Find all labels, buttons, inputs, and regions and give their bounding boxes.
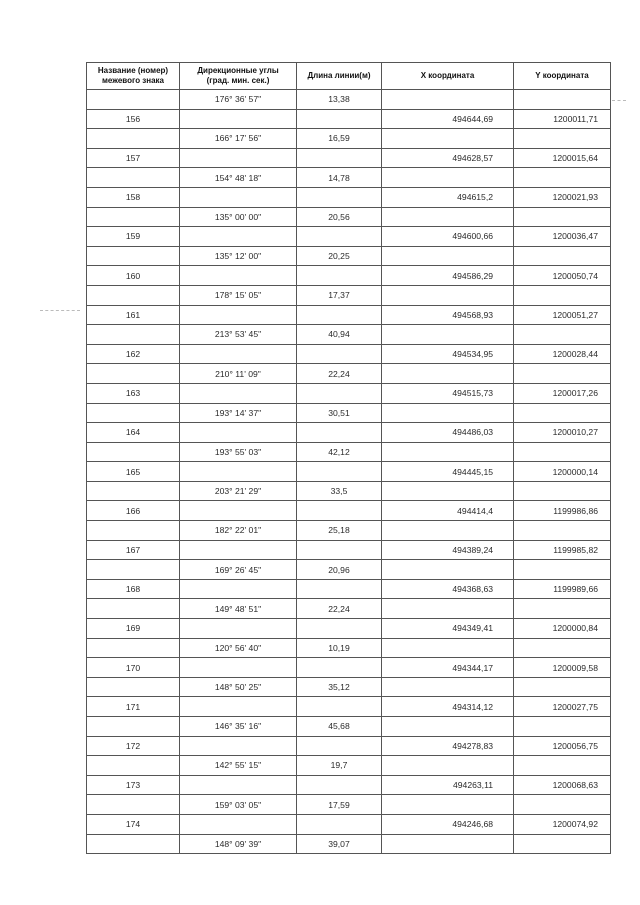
x-coordinate-cell: 494600,66 — [382, 227, 514, 247]
empty-cell — [180, 344, 297, 364]
empty-cell — [514, 168, 611, 188]
x-coordinate-cell: 494344,17 — [382, 658, 514, 678]
empty-cell — [180, 736, 297, 756]
point-row — [87, 658, 611, 678]
empty-cell — [180, 814, 297, 834]
point-row — [87, 619, 611, 639]
angle-cell: 210° 11' 09" — [180, 364, 297, 384]
empty-cell — [180, 305, 297, 325]
length-cell: 20,56 — [297, 207, 382, 227]
empty-cell — [382, 364, 514, 384]
angle-cell: 159° 03' 05" — [180, 795, 297, 815]
point-name-cell: 166 — [87, 501, 180, 521]
angle-cell: 193° 14' 37" — [180, 403, 297, 423]
point-name-cell: 165 — [87, 462, 180, 482]
empty-cell — [382, 638, 514, 658]
empty-cell — [297, 697, 382, 717]
point-name-cell: 171 — [87, 697, 180, 717]
empty-cell — [382, 756, 514, 776]
empty-cell — [180, 501, 297, 521]
length-cell: 22,24 — [297, 599, 382, 619]
empty-cell — [87, 403, 180, 423]
length-cell: 14,78 — [297, 168, 382, 188]
length-cell: 35,12 — [297, 677, 382, 697]
empty-cell — [180, 423, 297, 443]
angle-cell: 176° 36' 57" — [180, 90, 297, 110]
header-y-coordinate: Y координата — [514, 63, 611, 90]
empty-cell — [297, 619, 382, 639]
empty-cell — [87, 677, 180, 697]
angle-cell: 193° 55' 03" — [180, 442, 297, 462]
empty-cell — [382, 285, 514, 305]
x-coordinate-cell: 494263,11 — [382, 775, 514, 795]
angle-cell: 149° 48' 51" — [180, 599, 297, 619]
point-row — [87, 305, 611, 325]
empty-cell — [514, 285, 611, 305]
segment-row — [87, 521, 611, 541]
empty-cell — [297, 148, 382, 168]
empty-cell — [180, 109, 297, 129]
segment-row — [87, 677, 611, 697]
empty-cell — [382, 325, 514, 345]
empty-cell — [514, 834, 611, 854]
empty-cell — [514, 795, 611, 815]
empty-cell — [87, 717, 180, 737]
point-row — [87, 462, 611, 482]
length-cell: 25,18 — [297, 521, 382, 541]
empty-cell — [297, 658, 382, 678]
angle-cell: 182° 22' 01" — [180, 521, 297, 541]
x-coordinate-cell: 494534,95 — [382, 344, 514, 364]
empty-cell — [514, 560, 611, 580]
angle-cell: 213° 53' 45" — [180, 325, 297, 345]
empty-cell — [297, 462, 382, 482]
point-row — [87, 775, 611, 795]
y-coordinate-cell: 1200000,14 — [514, 462, 611, 482]
length-cell: 39,07 — [297, 834, 382, 854]
angle-cell: 148° 50' 25" — [180, 677, 297, 697]
empty-cell — [87, 442, 180, 462]
angle-cell: 166° 17' 56" — [180, 129, 297, 149]
point-row — [87, 423, 611, 443]
empty-cell — [87, 325, 180, 345]
segment-row — [87, 481, 611, 501]
point-name-cell: 174 — [87, 814, 180, 834]
point-row — [87, 501, 611, 521]
angle-cell: 154° 48' 18" — [180, 168, 297, 188]
y-coordinate-cell: 1200009,58 — [514, 658, 611, 678]
angle-cell: 135° 00' 00" — [180, 207, 297, 227]
empty-cell — [87, 364, 180, 384]
point-name-cell: 157 — [87, 148, 180, 168]
x-coordinate-cell: 494349,41 — [382, 619, 514, 639]
empty-cell — [87, 834, 180, 854]
point-name-cell: 168 — [87, 579, 180, 599]
length-cell: 16,59 — [297, 129, 382, 149]
empty-cell — [514, 325, 611, 345]
length-cell: 45,68 — [297, 717, 382, 737]
table-header-row — [87, 63, 611, 90]
empty-cell — [382, 168, 514, 188]
empty-cell — [297, 187, 382, 207]
length-cell: 22,24 — [297, 364, 382, 384]
length-cell: 19,7 — [297, 756, 382, 776]
segment-row — [87, 599, 611, 619]
angle-cell: 169° 26' 45" — [180, 560, 297, 580]
length-cell: 17,59 — [297, 795, 382, 815]
empty-cell — [87, 168, 180, 188]
empty-cell — [297, 814, 382, 834]
x-coordinate-cell: 494389,24 — [382, 540, 514, 560]
empty-cell — [180, 148, 297, 168]
segment-row — [87, 560, 611, 580]
length-cell: 13,38 — [297, 90, 382, 110]
empty-cell — [382, 403, 514, 423]
empty-cell — [514, 756, 611, 776]
y-coordinate-cell: 1200036,47 — [514, 227, 611, 247]
empty-cell — [180, 187, 297, 207]
empty-cell — [297, 344, 382, 364]
empty-cell — [382, 599, 514, 619]
segment-row — [87, 168, 611, 188]
empty-cell — [382, 717, 514, 737]
empty-cell — [514, 246, 611, 266]
empty-cell — [382, 207, 514, 227]
empty-cell — [297, 540, 382, 560]
segment-row — [87, 795, 611, 815]
empty-cell — [87, 481, 180, 501]
empty-cell — [382, 795, 514, 815]
empty-cell — [297, 227, 382, 247]
point-name-cell: 159 — [87, 227, 180, 247]
x-coordinate-cell: 494628,57 — [382, 148, 514, 168]
y-coordinate-cell: 1199985,82 — [514, 540, 611, 560]
empty-cell — [87, 246, 180, 266]
segment-row — [87, 285, 611, 305]
header-point-name: Название (номер) межевого знака — [87, 63, 180, 90]
empty-cell — [87, 129, 180, 149]
empty-cell — [180, 619, 297, 639]
x-coordinate-cell: 494644,69 — [382, 109, 514, 129]
empty-cell — [297, 736, 382, 756]
header-directional-angles: Дирекционные углы (град. мин. сек.) — [180, 63, 297, 90]
length-cell: 30,51 — [297, 403, 382, 423]
point-name-cell: 170 — [87, 658, 180, 678]
empty-cell — [382, 677, 514, 697]
y-coordinate-cell: 1199986,86 — [514, 501, 611, 521]
length-cell: 40,94 — [297, 325, 382, 345]
x-coordinate-cell: 494314,12 — [382, 697, 514, 717]
x-coordinate-cell: 494414,4 — [382, 501, 514, 521]
point-row — [87, 736, 611, 756]
y-coordinate-cell: 1200050,74 — [514, 266, 611, 286]
scan-artifact-line — [40, 310, 80, 311]
y-coordinate-cell: 1200015,64 — [514, 148, 611, 168]
empty-cell — [297, 305, 382, 325]
y-coordinate-cell: 1200021,93 — [514, 187, 611, 207]
x-coordinate-cell: 494515,73 — [382, 383, 514, 403]
segment-row — [87, 246, 611, 266]
angle-cell: 178° 15' 05" — [180, 285, 297, 305]
empty-cell — [514, 677, 611, 697]
empty-cell — [514, 521, 611, 541]
empty-cell — [87, 560, 180, 580]
y-coordinate-cell: 1200068,63 — [514, 775, 611, 795]
length-cell: 33,5 — [297, 481, 382, 501]
x-coordinate-cell: 494486,03 — [382, 423, 514, 443]
point-name-cell: 172 — [87, 736, 180, 756]
point-name-cell: 158 — [87, 187, 180, 207]
empty-cell — [180, 227, 297, 247]
point-name-cell: 156 — [87, 109, 180, 129]
point-row — [87, 266, 611, 286]
empty-cell — [87, 756, 180, 776]
y-coordinate-cell: 1200051,27 — [514, 305, 611, 325]
point-row — [87, 227, 611, 247]
segment-row — [87, 129, 611, 149]
y-coordinate-cell: 1200011,71 — [514, 109, 611, 129]
empty-cell — [514, 90, 611, 110]
empty-cell — [87, 90, 180, 110]
point-name-cell: 173 — [87, 775, 180, 795]
empty-cell — [514, 403, 611, 423]
point-name-cell: 169 — [87, 619, 180, 639]
length-cell: 10,19 — [297, 638, 382, 658]
y-coordinate-cell: 1200027,75 — [514, 697, 611, 717]
y-coordinate-cell: 1200074,92 — [514, 814, 611, 834]
segment-row — [87, 834, 611, 854]
empty-cell — [87, 285, 180, 305]
segment-row — [87, 756, 611, 776]
point-row — [87, 187, 611, 207]
header-x-coordinate: X координата — [382, 63, 514, 90]
y-coordinate-cell: 1200017,26 — [514, 383, 611, 403]
empty-cell — [180, 658, 297, 678]
empty-cell — [180, 579, 297, 599]
segment-row — [87, 403, 611, 423]
segment-row — [87, 638, 611, 658]
empty-cell — [180, 775, 297, 795]
empty-cell — [382, 560, 514, 580]
point-name-cell: 164 — [87, 423, 180, 443]
empty-cell — [382, 521, 514, 541]
empty-cell — [514, 364, 611, 384]
length-cell: 20,96 — [297, 560, 382, 580]
angle-cell: 142° 55' 15" — [180, 756, 297, 776]
boundary-points-table — [86, 62, 611, 854]
empty-cell — [297, 423, 382, 443]
angle-cell: 203° 21' 29" — [180, 481, 297, 501]
point-row — [87, 697, 611, 717]
empty-cell — [514, 599, 611, 619]
empty-cell — [514, 638, 611, 658]
x-coordinate-cell: 494568,93 — [382, 305, 514, 325]
empty-cell — [297, 579, 382, 599]
empty-cell — [382, 246, 514, 266]
point-name-cell: 160 — [87, 266, 180, 286]
length-cell: 17,37 — [297, 285, 382, 305]
y-coordinate-cell: 1200056,75 — [514, 736, 611, 756]
point-row — [87, 344, 611, 364]
point-name-cell: 162 — [87, 344, 180, 364]
x-coordinate-cell: 494586,29 — [382, 266, 514, 286]
y-coordinate-cell: 1200028,44 — [514, 344, 611, 364]
empty-cell — [514, 207, 611, 227]
empty-cell — [382, 442, 514, 462]
angle-cell: 135° 12' 00" — [180, 246, 297, 266]
empty-cell — [514, 129, 611, 149]
table-body — [87, 90, 611, 854]
empty-cell — [297, 383, 382, 403]
segment-row — [87, 207, 611, 227]
empty-cell — [87, 795, 180, 815]
point-name-cell: 163 — [87, 383, 180, 403]
empty-cell — [297, 266, 382, 286]
x-coordinate-cell: 494278,83 — [382, 736, 514, 756]
empty-cell — [180, 540, 297, 560]
empty-cell — [297, 109, 382, 129]
empty-cell — [382, 834, 514, 854]
empty-cell — [382, 129, 514, 149]
empty-cell — [382, 481, 514, 501]
point-row — [87, 383, 611, 403]
angle-cell: 120° 56' 40" — [180, 638, 297, 658]
point-name-cell: 167 — [87, 540, 180, 560]
empty-cell — [297, 501, 382, 521]
empty-cell — [87, 599, 180, 619]
empty-cell — [180, 697, 297, 717]
point-row — [87, 148, 611, 168]
length-cell: 42,12 — [297, 442, 382, 462]
empty-cell — [514, 442, 611, 462]
point-row — [87, 540, 611, 560]
segment-row — [87, 90, 611, 110]
empty-cell — [87, 521, 180, 541]
segment-row — [87, 442, 611, 462]
empty-cell — [87, 638, 180, 658]
empty-cell — [180, 266, 297, 286]
angle-cell: 148° 09' 39" — [180, 834, 297, 854]
empty-cell — [180, 383, 297, 403]
empty-cell — [514, 717, 611, 737]
x-coordinate-cell: 494445,15 — [382, 462, 514, 482]
x-coordinate-cell: 494368,63 — [382, 579, 514, 599]
point-row — [87, 109, 611, 129]
y-coordinate-cell: 1200010,27 — [514, 423, 611, 443]
segment-row — [87, 364, 611, 384]
x-coordinate-cell: 494615,2 — [382, 187, 514, 207]
empty-cell — [514, 481, 611, 501]
header-line-length: Длина линии(м) — [297, 63, 382, 90]
segment-row — [87, 325, 611, 345]
empty-cell — [180, 462, 297, 482]
point-name-cell: 161 — [87, 305, 180, 325]
length-cell: 20,25 — [297, 246, 382, 266]
empty-cell — [297, 775, 382, 795]
y-coordinate-cell: 1199989,66 — [514, 579, 611, 599]
empty-cell — [87, 207, 180, 227]
angle-cell: 146° 35' 16" — [180, 717, 297, 737]
x-coordinate-cell: 494246,68 — [382, 814, 514, 834]
y-coordinate-cell: 1200000,84 — [514, 619, 611, 639]
scan-artifact-line — [612, 100, 626, 101]
point-row — [87, 579, 611, 599]
empty-cell — [382, 90, 514, 110]
segment-row — [87, 717, 611, 737]
point-row — [87, 814, 611, 834]
